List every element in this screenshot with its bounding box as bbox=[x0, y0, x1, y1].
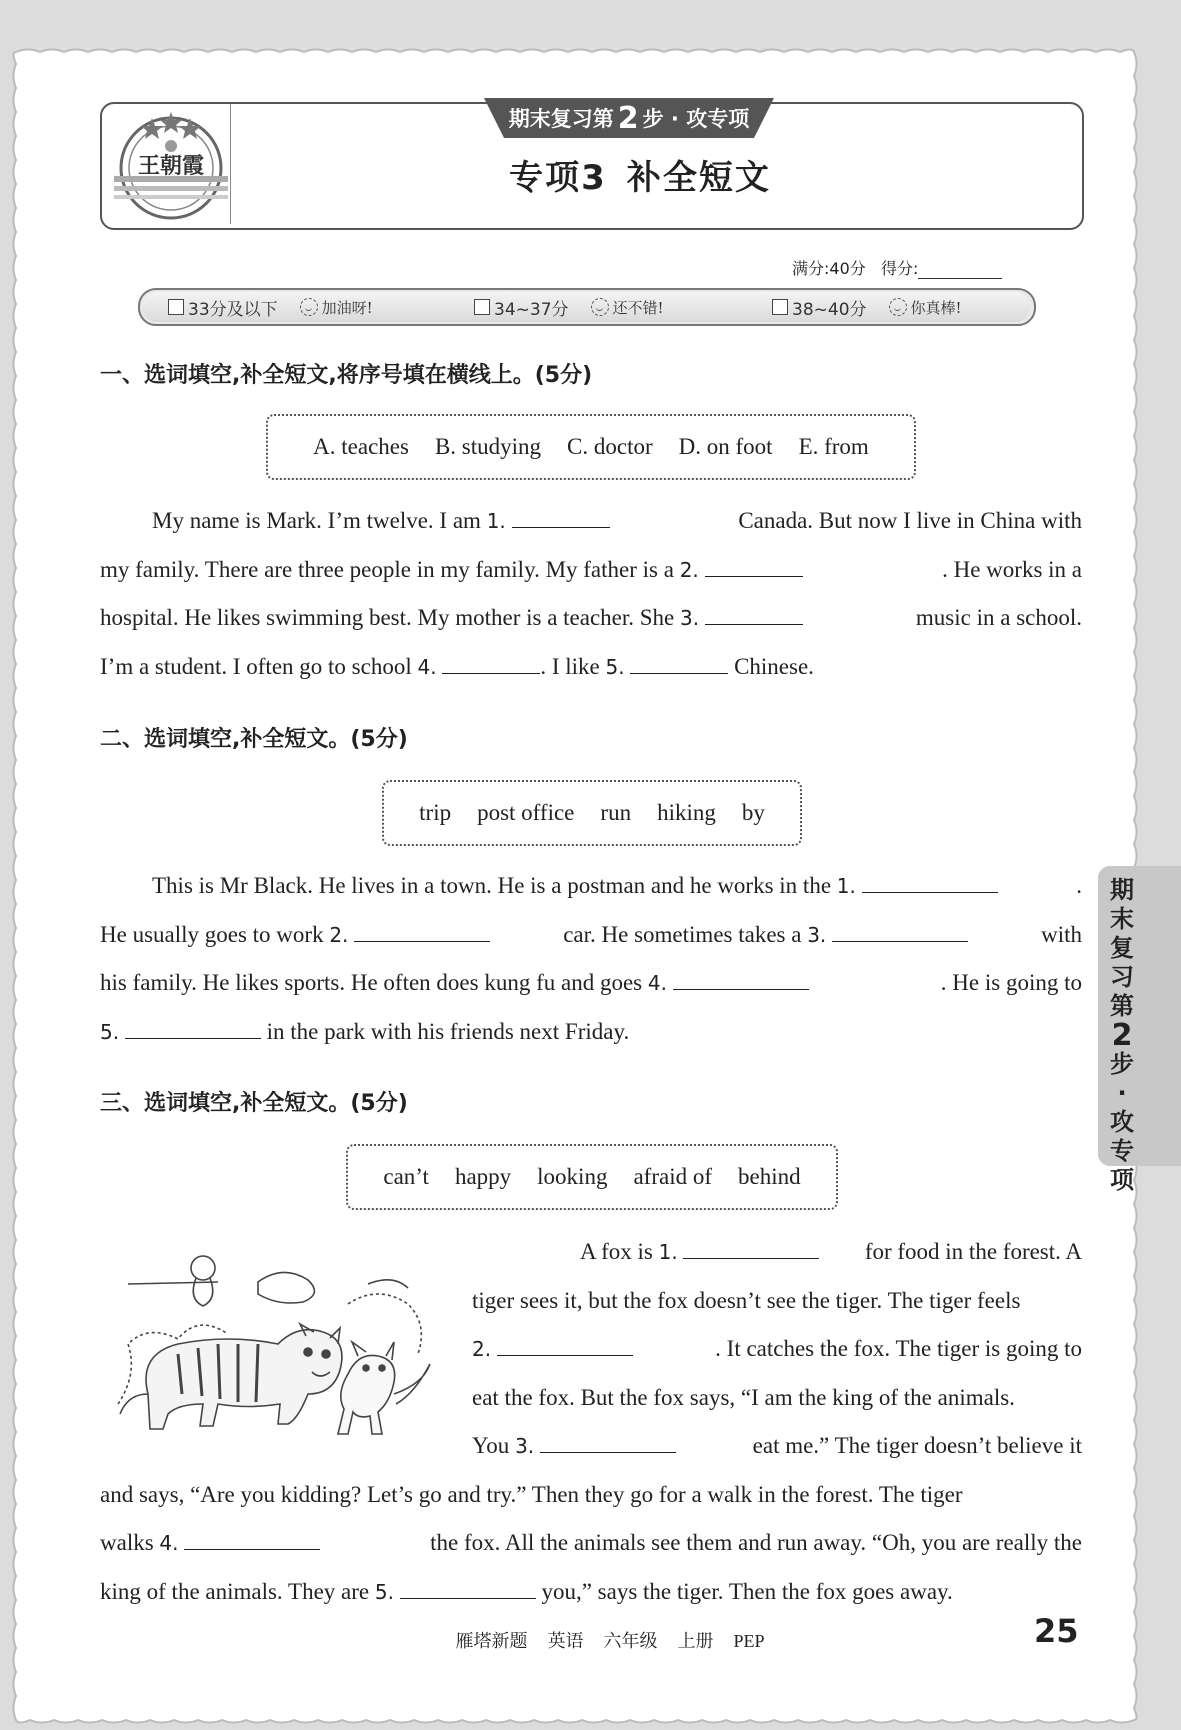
grade-checkbox[interactable] bbox=[168, 299, 184, 315]
answer-blank[interactable] bbox=[540, 1430, 676, 1453]
smile-icon bbox=[591, 298, 609, 316]
word-option: D. on foot bbox=[678, 434, 773, 459]
passage-line: You 3. eat me.” The tiger doesn’t believe it bbox=[472, 1422, 1082, 1471]
answer-blank[interactable] bbox=[400, 1576, 536, 1599]
passage-line: and says, “Are you kidding? Let’s go and try.” Then they go for a walk in the forest. The tiger bbox=[100, 1481, 963, 1507]
footer: 雁塔新题 英语 六年级 上册 PEP bbox=[455, 1631, 765, 1651]
passage-line: 2. . It catches the fox. The tiger is going to bbox=[472, 1325, 1082, 1374]
section2-word-box bbox=[382, 780, 802, 846]
answer-blank[interactable] bbox=[184, 1527, 320, 1550]
answer-blank[interactable] bbox=[673, 967, 809, 990]
answer-blank[interactable] bbox=[683, 1236, 819, 1259]
answer-blank[interactable] bbox=[705, 554, 803, 577]
section2-passage bbox=[100, 862, 1082, 1056]
smile-icon bbox=[300, 298, 318, 316]
passage-line: This is Mr Black. He lives in a town. He is a postman and he works in the 1. . bbox=[100, 862, 1082, 911]
passage-line: I’m a student. I often go to school 4. . I like 5. Chinese. bbox=[100, 643, 1082, 692]
answer-blank[interactable] bbox=[354, 919, 490, 942]
answer-blank[interactable] bbox=[497, 1333, 633, 1356]
passage-line: king of the animals. They are 5. you,” says the tiger. Then the fox goes away. bbox=[100, 1568, 1082, 1617]
page-number: 25 bbox=[1034, 1612, 1079, 1650]
word-option: B. studying bbox=[434, 434, 542, 459]
answer-blank[interactable] bbox=[512, 505, 610, 528]
word-option: run bbox=[600, 800, 632, 825]
passage-line: 5. in the park with his friends next Friday. bbox=[100, 1008, 1082, 1057]
passage-line: eat the fox. But the fox says, “I am the king of the animals. bbox=[472, 1384, 1015, 1410]
passage-line: my family. There are three people in my family. My father is a 2. . He works in a bbox=[100, 546, 1082, 595]
word-option: can’t bbox=[383, 1164, 429, 1189]
score-blank[interactable] bbox=[918, 262, 1002, 279]
grade-checkbox[interactable] bbox=[772, 299, 788, 315]
word-option: afraid of bbox=[633, 1164, 712, 1189]
word-option: looking bbox=[537, 1164, 608, 1189]
passage-line: He usually goes to work 2. car. He sometimes takes a 3. with bbox=[100, 911, 1082, 960]
word-option: E. from bbox=[798, 434, 869, 459]
passage-line: My name is Mark. I’m twelve. I am 1. Canada. But now I live in China with bbox=[100, 497, 1082, 546]
passage-line: tiger sees it, but the fox doesn’t see the tiger. The tiger feels bbox=[472, 1287, 1021, 1313]
section3-passage bbox=[100, 1228, 1082, 1616]
side-tab-label: 期 末 复 习 第 2 步 · 攻 专 项 bbox=[1110, 876, 1134, 1194]
grade-checkbox[interactable] bbox=[474, 299, 490, 315]
step-label: 期末复习第 2 步 · 攻专项 bbox=[508, 100, 750, 136]
logo-separator bbox=[230, 104, 231, 224]
word-option: happy bbox=[454, 1164, 512, 1189]
logo-seal bbox=[112, 106, 230, 224]
section2-title: 二、选词填空,补全短文。(5分) bbox=[100, 727, 408, 752]
answer-blank[interactable] bbox=[125, 1016, 261, 1039]
page-title: 专项3 补全短文 bbox=[509, 158, 771, 198]
grade-item-high: 38~40分 你真棒! bbox=[772, 294, 962, 320]
word-option: hiking bbox=[657, 800, 716, 825]
word-option: behind bbox=[738, 1164, 801, 1189]
grade-item-mid: 34~37分 还不错! bbox=[474, 294, 664, 320]
answer-blank[interactable] bbox=[862, 870, 998, 893]
answer-blank[interactable] bbox=[630, 651, 728, 674]
section3-title: 三、选词填空,补全短文。(5分) bbox=[100, 1091, 408, 1116]
word-option: post office bbox=[477, 800, 575, 825]
answer-blank[interactable] bbox=[442, 651, 540, 674]
word-option: C. doctor bbox=[567, 434, 653, 459]
passage-line: A fox is 1. for food in the forest. A bbox=[528, 1228, 1082, 1277]
section1-word-box bbox=[266, 414, 916, 480]
score-line: 满分:40分 得分: bbox=[792, 256, 1002, 279]
word-option: trip bbox=[419, 800, 452, 825]
grade-item-low: 33分及以下 加油呀! bbox=[168, 294, 373, 320]
passage-line: walks 4. the fox. All the animals see them and run away. “Oh, you are really the bbox=[100, 1519, 1082, 1568]
section1-passage bbox=[100, 497, 1082, 691]
svg-text:王朝霞: 王朝霞 bbox=[137, 153, 205, 179]
word-option: by bbox=[741, 800, 765, 825]
passage-line: his family. He likes sports. He often does kung fu and goes 4. . He is going to bbox=[100, 959, 1082, 1008]
section1-title: 一、选词填空,补全短文,将序号填在横线上。(5分) bbox=[100, 363, 593, 388]
smile-icon bbox=[889, 298, 907, 316]
word-option: A. teaches bbox=[313, 434, 409, 459]
section3-word-box bbox=[346, 1144, 838, 1210]
answer-blank[interactable] bbox=[832, 919, 968, 942]
passage-line: hospital. He likes swimming best. My mother is a teacher. She 3. music in a school. bbox=[100, 594, 1082, 643]
answer-blank[interactable] bbox=[705, 602, 803, 625]
